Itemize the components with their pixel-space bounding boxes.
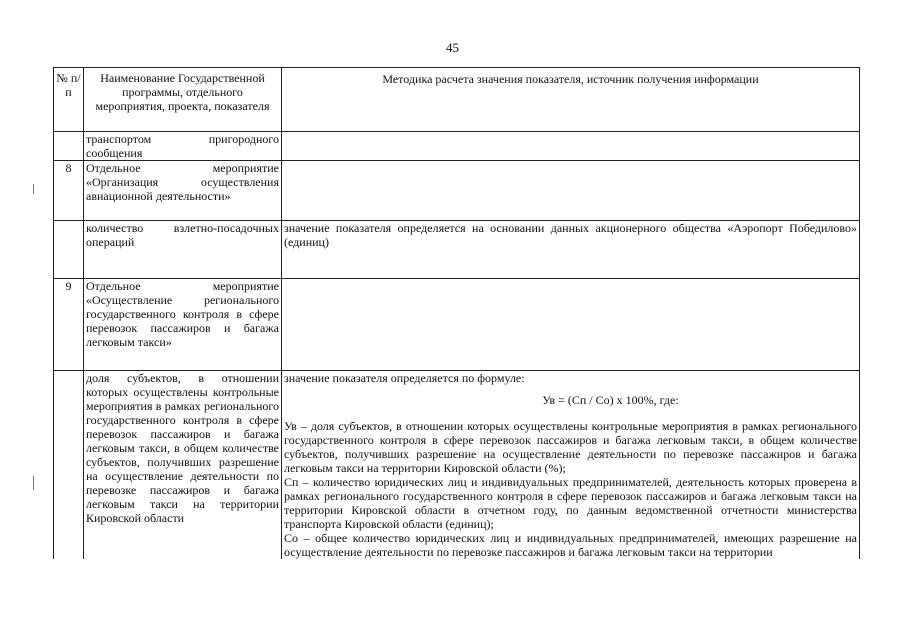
- table-row: [54, 161, 860, 221]
- indicator-methodology-table: [53, 67, 860, 559]
- row-number: 9: [54, 279, 84, 371]
- table-row: [54, 221, 860, 279]
- table-row: [54, 132, 860, 161]
- table-row: [54, 279, 860, 371]
- table-row: [54, 371, 860, 560]
- method-intro: значение показателя определяется по формуле:: [284, 371, 525, 385]
- header-number: № п/п: [54, 68, 84, 132]
- definition-sp: Сп – количество юридических лиц и индивидуальных предпринимателей, деятельность которых проверена в рамках регионального государственного контроля в сфере перевозок пассажиров и багажа легковым такси на территории Кировской области в отчетном году, по данным ведомственной отчетности министерства транспорта Кировской области (единиц);: [284, 475, 857, 531]
- row-number: [54, 221, 84, 279]
- row-method: [282, 132, 860, 161]
- margin-mark: [33, 476, 38, 490]
- row-number: 8: [54, 161, 84, 221]
- page-number: 45: [446, 40, 459, 55]
- row-name: Отдельное мероприятие «Организация осуществления авиационной деятельности»: [84, 161, 282, 221]
- table-header-row: [54, 68, 860, 132]
- formula: Ув = (Сп / Со) х 100%, где:: [542, 393, 679, 407]
- definition-so: Со – общее количество юридических лиц и индивидуальных предпринимателей, имеющих разрешение на осуществление деятельности по перевозке пассажиров и багажа легковым такси на территории: [284, 531, 857, 559]
- row-name: транспортом пригородного сообщения: [84, 132, 282, 161]
- row-method: значение показателя определяется на основании данных акционерного общества «Аэропорт Победилово» (единиц): [282, 221, 860, 279]
- row-name: Отдельное мероприятие «Осуществление регионального государственного контроля в сфере перевозок пассажиров и багажа легковым такси»: [84, 279, 282, 371]
- row-name: количество взлетно-посадочных операций: [84, 221, 282, 279]
- row-method: [282, 371, 860, 560]
- header-name: Наименование Государственной программы, отдельного мероприятия, проекта, показателя: [84, 68, 282, 132]
- row-method: [282, 279, 860, 371]
- row-number: [54, 132, 84, 161]
- row-number: [54, 371, 84, 560]
- margin-mark: [33, 184, 38, 194]
- row-method: [282, 161, 860, 221]
- definition-uv: Ув – доля субъектов, в отношении которых осуществлены контрольные мероприятия в рамках регионального государственного контроля в сфере перевозок пассажиров и багажа легковым такси, в общем количестве субъектов, получивших разрешение на осуществление деятельности по перевозке пассажиров и багажа легковым такси на территории Кировской области (%);: [284, 419, 857, 475]
- row-name: доля субъектов, в отношении которых осуществлены контрольные мероприятия в рамках регионального государственного контроля в сфере перевозок пассажиров и багажа легковым такси, в общем количестве субъектов, получивших разрешение на осуществление деятельности по перевозке пассажиров и багажа легковым такси на территории Кировской области: [84, 371, 282, 560]
- header-method: Методика расчета значения показателя, источник получения информации: [282, 68, 860, 132]
